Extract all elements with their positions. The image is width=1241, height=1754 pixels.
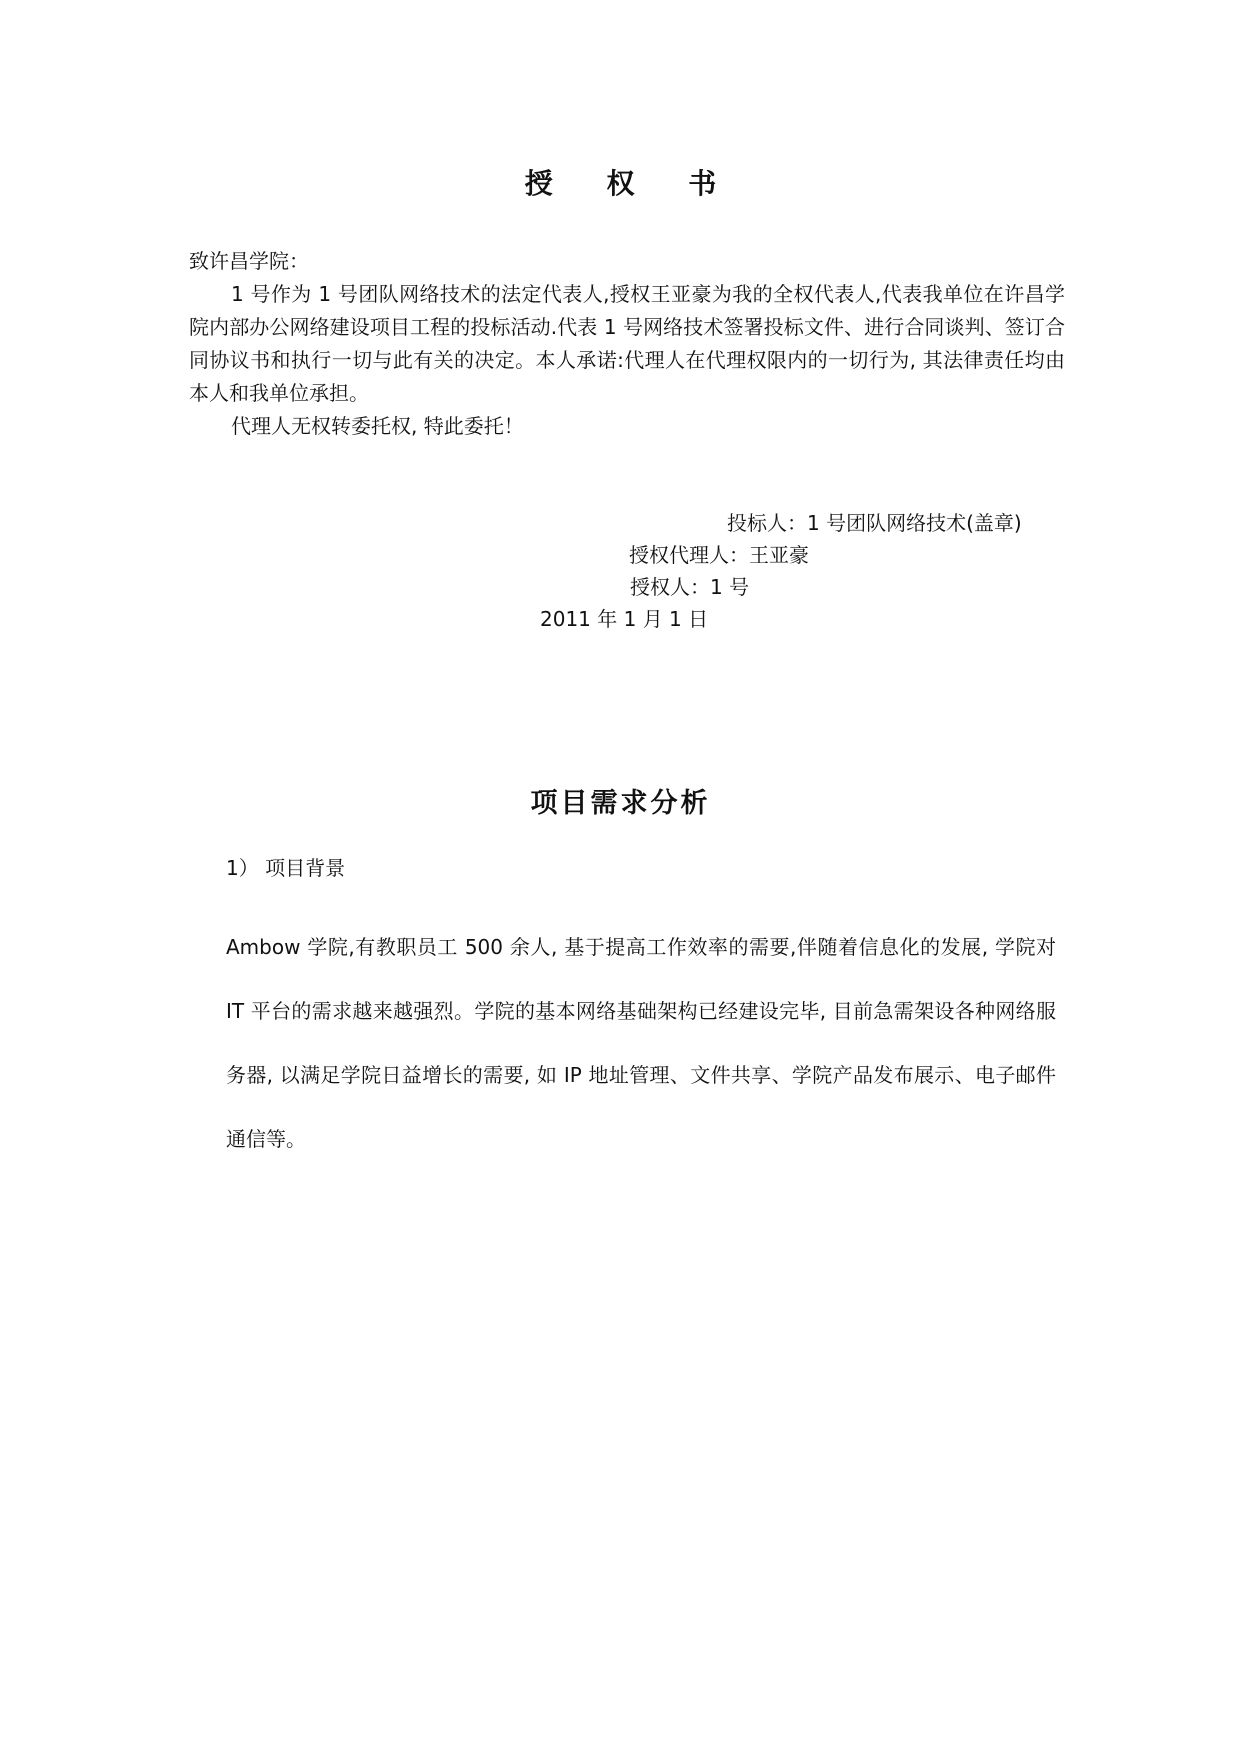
authorization-title: 授 权 书 [524, 167, 739, 200]
agent-signature-line: 授权代理人：王亚豪 [629, 543, 809, 567]
salutation: 致许昌学院： [189, 249, 309, 273]
requirements-title: 项目需求分析 [530, 788, 711, 819]
grantor-signature-line: 授权人：1 号 [630, 575, 750, 599]
authorization-closing: 代理人无权转委托权, 特此委托！ [231, 414, 524, 438]
authorization-letter [189, 245, 1065, 443]
signature-date: 2011 年 1 月 1 日 [540, 607, 709, 631]
bidder-signature-line: 投标人：1 号团队网络技术(盖章) [727, 511, 1022, 535]
background-paragraph: Ambow 学院,有教职员工 500 余人, 基于提高工作效率的需要,伴随着信息化的发展, 学院对 IT 平台的需求越来越强烈。学院的基本网络基础架构已经建设完毕, 目前急需架设各种网络服务器, 以满足学院日益增长的需要, 如 IP 地址管理、文件共享、学院产品发布展示、电子邮件通信等。 [226, 935, 1056, 1151]
section-heading-background: 1） 项目背景 [226, 856, 346, 880]
authorization-body: 1 号作为 1 号团队网络技术的法定代表人,授权王亚豪为我的全权代表人,代表我单位在许昌学院内部办公网络建设项目工程的投标活动.代表 1 号网络技术签署投标文件、进行合同谈判、签订合同协议书和执行一切与此有关的决定。本人承诺:代理人在代理权限内的一切行为, 其法律责任均由本人和我单位承担。 [189, 282, 1065, 405]
